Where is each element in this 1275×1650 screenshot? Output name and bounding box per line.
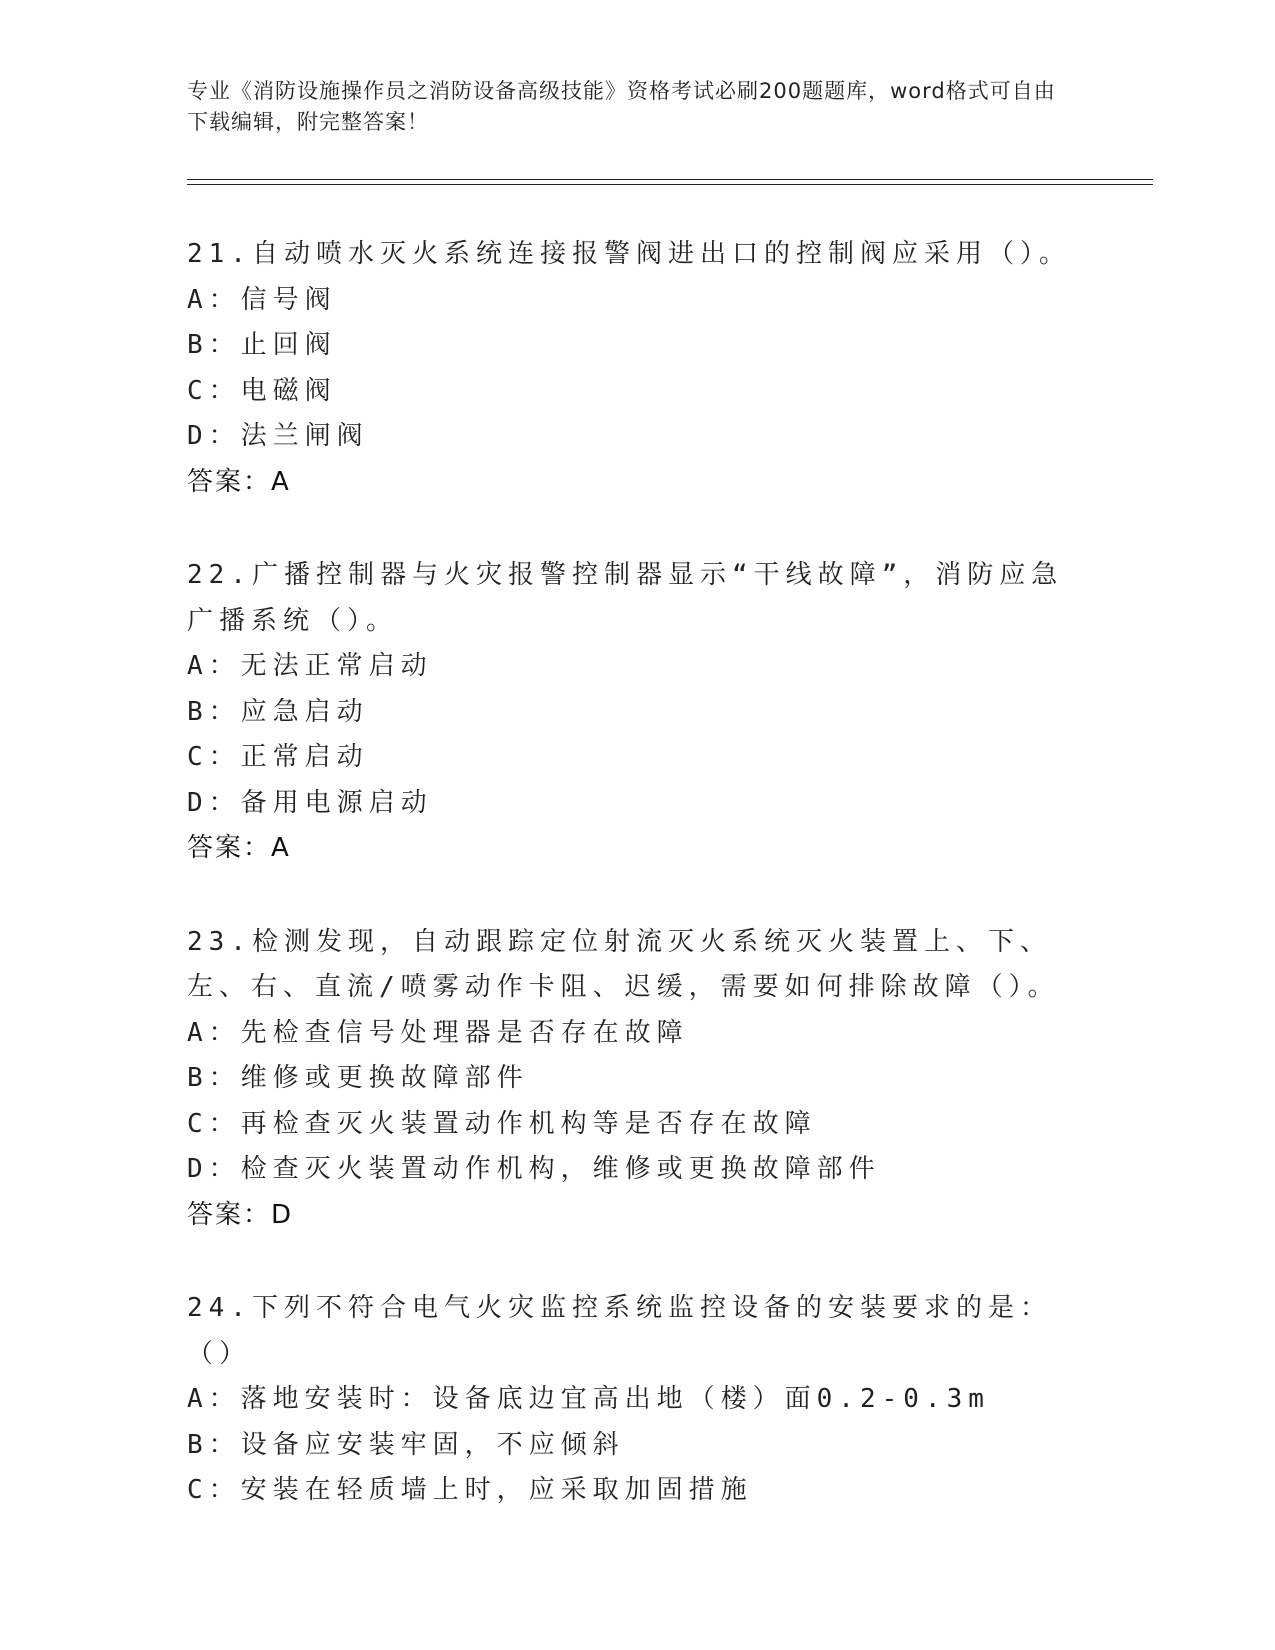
option-a: A：落地安装时：设备底边宜高出地（楼）面0.2-0.3m: [187, 1384, 990, 1414]
answer: 答案：A: [187, 833, 291, 863]
header-divider-bottom: [187, 184, 1153, 185]
option-c: C：电磁阀: [187, 375, 337, 406]
header-divider-top: [187, 179, 1153, 180]
option-d: D：法兰闸阀: [187, 421, 369, 451]
option-b: B：应急启动: [187, 696, 369, 727]
option-b: B：设备应安装牢固，不应倾斜: [187, 1429, 625, 1460]
question-stem: 24.下列不符合电气火灾监控系统监控设备的安装要求的是：（）: [187, 1293, 1052, 1369]
question-stem: 22.广播控制器与火灾报警控制器显示“干线故障”，消防应急广播系统（）。: [187, 560, 1064, 636]
option-d: D：检查灭火装置动作机构，维修或更换故障部件: [187, 1154, 881, 1184]
option-a: A：信号阀: [187, 284, 337, 315]
option-c: C：再检查灭火装置动作机构等是否存在故障: [187, 1108, 817, 1139]
question-22: [187, 553, 1087, 872]
option-b: B：止回阀: [187, 330, 337, 360]
option-d: D：备用电源启动: [187, 787, 433, 818]
option-a: A：无法正常启动: [187, 651, 433, 681]
question-stem: 21.自动喷水灭火系统连接报警阀进出口的控制阀应采用（）。: [187, 239, 1071, 269]
option-a: A：先检查信号处理器是否存在故障: [187, 1017, 689, 1048]
question-23: [187, 920, 1087, 1239]
answer: 答案：D: [187, 1199, 294, 1230]
question-stem: 23.检测发现，自动跟踪定位射流灭火系统灭火装置上、下、左、右、直流/喷雾动作卡阻、迟缓，需要如何排除故障（）。: [187, 926, 1060, 1002]
document-header: 专业《消防设施操作员之消防设备高级技能》资格考试必刷200题题库，word格式可自由下载编辑，附完整答案！: [187, 79, 1056, 134]
answer: 答案：A: [187, 466, 291, 497]
question-list: [187, 232, 1087, 1562]
question-24: [187, 1286, 1087, 1514]
option-c: C：正常启动: [187, 742, 369, 772]
option-b: B：维修或更换故障部件: [187, 1063, 529, 1093]
option-c: C：安装在轻质墙上时，应采取加固措施: [187, 1475, 753, 1505]
question-21: [187, 232, 1087, 505]
